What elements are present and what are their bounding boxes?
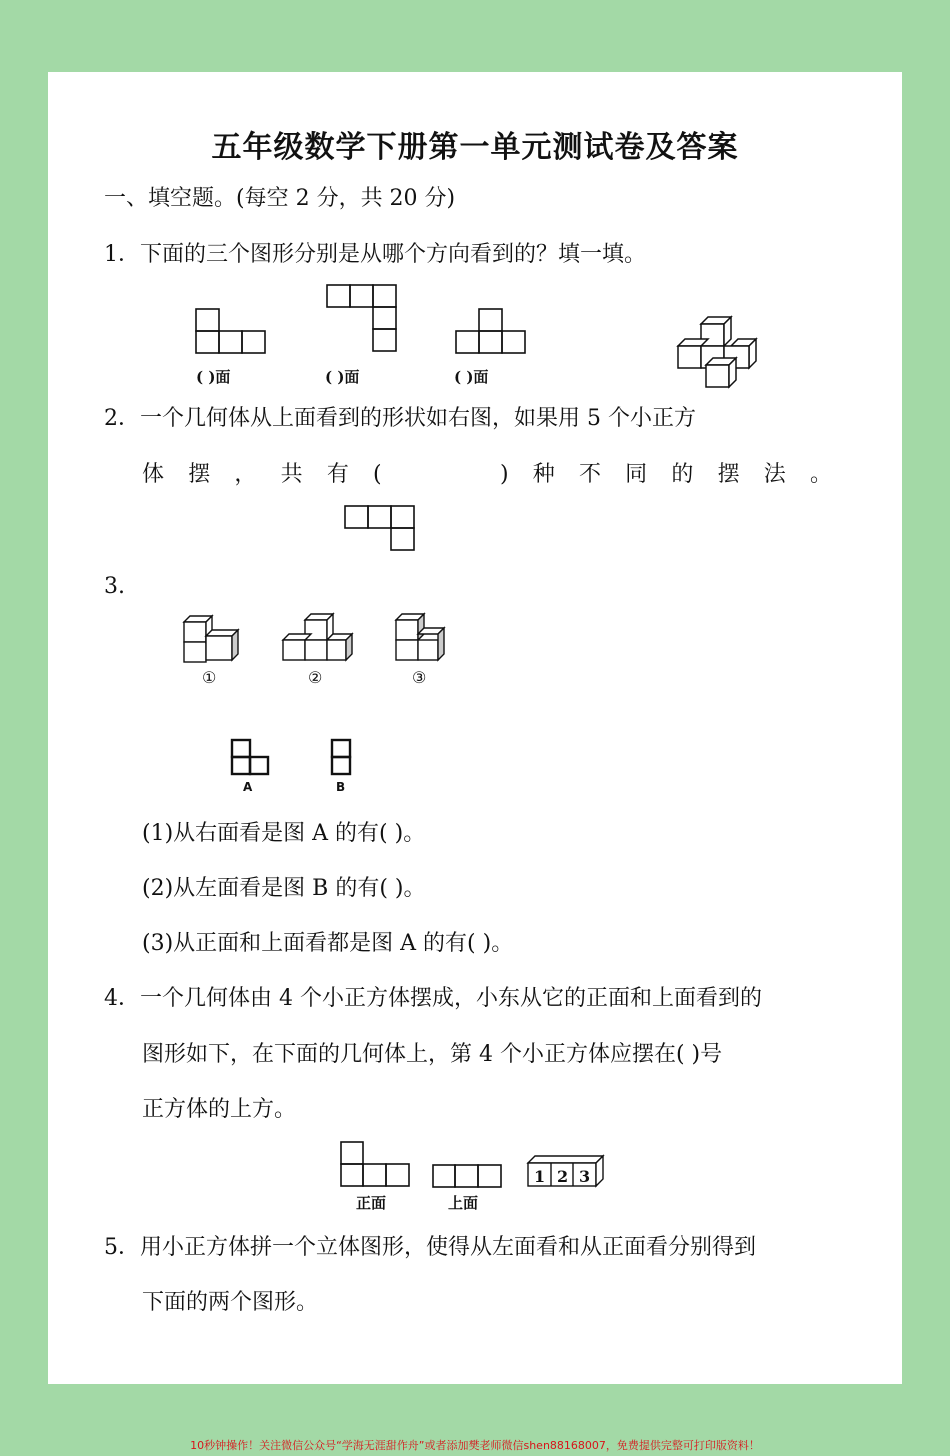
q5-line-2: 下面的两个图形。 xyxy=(142,1290,319,1315)
q1-view-figure-1 xyxy=(195,308,267,356)
page-title: 五年级数学下册第一单元测试卷及答案 xyxy=(211,130,739,165)
q3-solid-3 xyxy=(394,612,448,664)
q3-figure-a-label: A xyxy=(243,780,253,794)
q4-line-2: 图形如下，在下面的几何体上，第 4 个小正方体应摆在( )号 xyxy=(142,1042,723,1067)
q3-figure-a xyxy=(230,738,272,778)
q3-figure-b xyxy=(330,738,354,778)
q3-figure-b-label: B xyxy=(336,780,346,794)
q2-line-2: 体 摆 ， 共 有 ( ) 种 不 同 的 摆 法 。 xyxy=(142,460,832,490)
q1-blank-2[interactable]: ( )面 xyxy=(325,368,360,386)
q3-label-1: ① xyxy=(202,668,217,687)
q4-top-view xyxy=(432,1164,504,1190)
q5-line-1: 5．用小正方体拼一个立体图形，使得从左面看和从正面看分别得到 xyxy=(104,1235,756,1260)
q4-line-1: 4．一个几何体由 4 个小正方体摆成，小东从它的正面和上面看到的 xyxy=(104,986,762,1011)
q3-sub-3: (3)从正面和上面看都是图 A 的有( )。 xyxy=(142,931,514,956)
q3-sub-2: (2)从左面看是图 B 的有( )。 xyxy=(142,876,426,901)
q4-front-label: 正面 xyxy=(356,1194,387,1212)
q1-view-figure-3 xyxy=(455,308,527,356)
q3-label-3: ③ xyxy=(412,668,427,687)
q3-number: 3. xyxy=(104,574,125,599)
q4-cube-2-label: 2 xyxy=(557,1167,569,1186)
q1-solid-figure xyxy=(676,314,758,390)
q3-solid-1 xyxy=(182,614,244,666)
q4-cube-3-label: 3 xyxy=(579,1167,591,1186)
q1-text: 1．下面的三个图形分别是从哪个方向看到的？填一填。 xyxy=(104,242,646,267)
q3-label-2: ② xyxy=(308,668,323,687)
q4-top-label: 上面 xyxy=(448,1194,479,1212)
q2-blank[interactable] xyxy=(406,460,476,490)
q1-blank-3[interactable]: ( )面 xyxy=(454,368,489,386)
q3-solid-2 xyxy=(282,613,354,663)
q4-cube-1-label: 1 xyxy=(534,1167,546,1186)
q1-blank-1[interactable]: ( )面 xyxy=(196,368,231,386)
q2-top-view-figure xyxy=(344,505,416,553)
footer-notice: 10秒钟操作！关注微信公众号“学海无涯甜作舟”或者添加樊老师微信shen88168007，免费提供完整可打印版资料！ xyxy=(190,1439,760,1452)
q3-sub-1: (1)从右面看是图 A 的有( )。 xyxy=(142,821,426,846)
q4-front-view xyxy=(340,1141,412,1189)
q4-line-3: 正方体的上方。 xyxy=(142,1097,297,1122)
q1-view-figure-2 xyxy=(326,284,398,356)
q2-line-1: 2．一个几何体从上面看到的形状如右图，如果用 5 个小正方 xyxy=(104,406,696,431)
section-heading: 一、填空题。(每空 2 分，共 20 分) xyxy=(104,186,456,211)
